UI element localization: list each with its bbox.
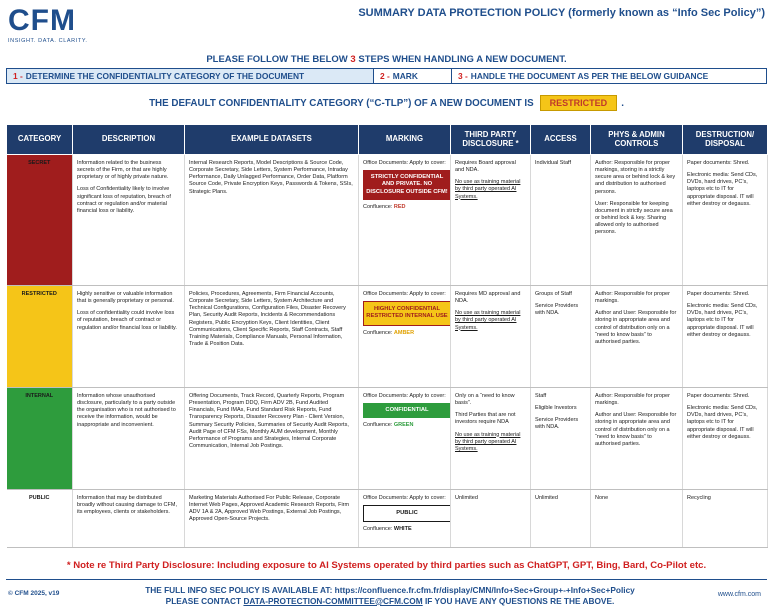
marking-apply: Office Documents: Apply to cover: <box>363 393 446 399</box>
datasets-cell: Marketing Materials Authorised For Public Release, Corporate Internet Web Pages, Approved Academic Research Reports, Firm ADV 1A & 2A, Approved Web Postings, External Job Postings, Approved Open-Source Projects. <box>185 490 359 548</box>
controls-para: Author: Responsible for proper markings. <box>595 291 670 305</box>
disclosure-para: Unlimited <box>455 495 478 501</box>
steps-bar <box>6 68 767 84</box>
disposal-para: Recycling <box>687 495 711 501</box>
copyright: © CFM 2025, v19 <box>8 590 60 597</box>
description-para: Loss of confidentiality could involve loss of reputation, breach of contract or regulation and/or financial loss or liability. <box>77 310 177 331</box>
category-cell: PUBLIC <box>7 490 73 548</box>
access-para: Eligible Investors <box>535 405 577 412</box>
disposal-para: Paper documents: Shred. <box>687 291 750 297</box>
header-datasets: EXAMPLE DATASETS <box>185 125 359 155</box>
steps-intro-post: STEPS WHEN HANDLING A NEW DOCUMENT. <box>358 54 567 65</box>
confluence-label: Confluence: <box>363 329 393 336</box>
confluence-label: Confluence: <box>363 203 393 210</box>
footer-divider <box>6 579 767 580</box>
table-row <box>7 490 768 548</box>
header-marking: MARKING <box>359 125 451 155</box>
steps-count: 3 <box>350 54 356 65</box>
controls-cell <box>591 286 683 388</box>
description-para: Highly sensitive or valuable information that is generally proprietary or personal. <box>77 291 174 305</box>
marking-label: HIGHLY CONFIDENTIAL RESTRICTED INTERNAL USE <box>363 301 451 325</box>
header-description: DESCRIPTION <box>73 125 185 155</box>
website-link[interactable]: www.cfm.com <box>717 591 761 598</box>
marking-label: CONFIDENTIAL <box>363 403 451 418</box>
header-category: CATEGORY <box>7 125 73 155</box>
disposal-cell <box>683 388 768 490</box>
disclosure-cell <box>451 490 531 548</box>
footer-line-2-pre: PLEASE CONTACT <box>165 595 242 606</box>
confluence-value: WHITE <box>393 526 412 533</box>
disclosure-ai-note: No use as training material by third party operated AI Systems. <box>455 431 521 452</box>
disclosure-ai-note: No use as training material by third party operated AI Systems. <box>455 179 521 200</box>
footer-text <box>100 585 680 607</box>
step-3 <box>451 69 766 83</box>
confluence-line <box>363 204 446 211</box>
footer-line-1 <box>100 585 680 596</box>
controls-cell <box>591 155 683 286</box>
description-para: Information whose unauthorised disclosure, particularly to a party outside the organisation who is not authorised to receive the information, would be inappropriate and inconvenient. <box>77 393 176 428</box>
disposal-cell <box>683 286 768 388</box>
steps-intro <box>0 54 773 65</box>
confluence-label: Confluence: <box>363 422 393 429</box>
confluence-label: Confluence: <box>363 526 393 533</box>
access-cell <box>531 490 591 548</box>
category-cell: SECRET <box>7 155 73 286</box>
header-disposal: DESTRUCTION/ DISPOSAL <box>683 125 768 155</box>
controls-para: User: Responsible for keeping document in strictly secure area or behind lock & key. Sharing allowed only to authorised persons. <box>595 200 673 236</box>
confluence-line <box>363 526 446 533</box>
disposal-para: Electronic media: Send CDs, DVDs, hard drives, PC’s, laptops etc to IT for appropriate disposal. IT will either destroy or degauss. <box>687 172 758 207</box>
access-cell <box>531 155 591 286</box>
disposal-para: Electronic media: Send CDs, DVDs, hard drives, PC’s, laptops etc to IT for appropriate disposal. IT will either destroy or degauss. <box>687 405 758 440</box>
disclosure-para: Requires Board approval and NDA. <box>455 160 516 174</box>
step-1-num: 1 - <box>13 71 23 81</box>
step-2-label: MARK <box>392 71 418 81</box>
confluence-line <box>363 330 446 337</box>
datasets-cell: Internal Research Reports, Model Descriptions & Source Code, Corporate Secretary, Side Letters, System Performance, Intraday Performance, Daily Unlagged Performance, Order Data, Platform Source Code, Private Encryption Keys, Passwords & Tokens, SSIs, Strategic Plans. <box>185 155 359 286</box>
disposal-cell <box>683 490 768 548</box>
table-row <box>7 286 768 388</box>
disclosure-ai-note: No use as training material by third party operated AI Systems. <box>455 310 521 331</box>
footer-line-1-pre: THE FULL INFO SEC POLICY IS AVAILABLE AT: <box>145 585 333 595</box>
policy-link[interactable]: https://confluence.fr.cfm.fr/display/CMN/Info+Sec+Group+-+Info+Sec+Policy <box>334 585 635 595</box>
disclosure-cell <box>451 388 531 490</box>
steps-intro-pre: PLEASE FOLLOW THE BELOW <box>206 54 348 65</box>
access-para: Groups of Staff <box>535 291 572 297</box>
marking-apply: Office Documents: Apply to cover: <box>363 291 446 297</box>
description-cell <box>73 286 185 388</box>
step-2-num: 2 - <box>380 71 390 81</box>
controls-para: Author: Responsible for proper markings. <box>595 393 670 407</box>
disclosure-para: Only on a “need to know basis”. <box>455 393 515 407</box>
default-category-trail: . <box>621 97 624 109</box>
controls-para: Author and User: Responsible for storing in appropriate area and control of distribution only on a “need to know basis” to authorised parties. <box>595 310 677 345</box>
disclosure-para: Third Parties that are not investors require NDA <box>455 412 516 426</box>
marking-apply: Office Documents: Apply to cover: <box>363 495 446 501</box>
disclosure-cell <box>451 155 531 286</box>
table-header-row <box>7 125 768 155</box>
datasets-cell: Offering Documents, Track Record, Quarterly Reports, Program Presentation, Program DDQ, Firm ADV 2B, Fund Audited Financials, Fund IMAs, Fund Standard Risk Reports, Fund Transparency Reports, Disaster Recovery Plan - Client Version, Summary Security Policies, Summaries of Security Audit Reports, Audit Page of CFM FSs, Monthly AUM development, Monthly Performance of Programs and Strategies, Internal Corporate Communication, Internal Job Postings. <box>185 388 359 490</box>
classification-table <box>6 124 768 548</box>
logo-tagline: INSIGHT. DATA. CLARITY. <box>8 38 88 44</box>
header-access: ACCESS <box>531 125 591 155</box>
access-para: Service Providers with NDA. <box>535 417 579 431</box>
access-para: Unlimited <box>535 495 558 501</box>
disposal-para: Paper documents: Shred. <box>687 393 750 399</box>
table-row <box>7 155 768 286</box>
step-3-label: HANDLE THE DOCUMENT AS PER THE BELOW GUIDANCE <box>470 71 709 81</box>
access-para: Individual Staff <box>535 160 571 166</box>
controls-cell <box>591 388 683 490</box>
description-cell <box>73 155 185 286</box>
disposal-para: Paper documents: Shred. <box>687 160 750 166</box>
default-category-badge: RESTRICTED <box>540 95 618 111</box>
step-1-label: DETERMINE THE CONFIDENTIALITY CATEGORY OF THE DOCUMENT <box>25 71 305 81</box>
header-disclosure: THIRD PARTY DISCLOSURE * <box>451 125 531 155</box>
disposal-para: Electronic media: Send CDs, DVDs, hard drives, PC’s, laptops etc to IT for appropriate disposal. IT will either destroy or degauss. <box>687 303 758 338</box>
header-controls: PHYS & ADMIN CONTROLS <box>591 125 683 155</box>
marking-cell <box>359 490 451 548</box>
marking-label: PUBLIC <box>363 505 451 522</box>
marking-apply: Office Documents: Apply to cover: <box>363 160 446 166</box>
disposal-cell <box>683 155 768 286</box>
description-cell <box>73 388 185 490</box>
controls-para: None <box>595 495 609 501</box>
description-para: Information that may be distributed broadly without causing damage to CFM, its employees, clients or stakeholders. <box>77 495 177 516</box>
contact-email-link[interactable]: DATA-PROTECTION-COMMITTEE@CFM.COM <box>243 595 423 606</box>
disclosure-para: Requires MD approval and NDA. <box>455 291 521 305</box>
description-para: Information related to the business secrets of the Firm, or that are highly proprietary or of highly private nature. <box>77 160 169 181</box>
cfm-logo <box>8 6 98 46</box>
logo-mark: CFM <box>8 4 76 37</box>
datasets-cell: Policies, Procedures, Agreements, Firm Financial Accounts, Corporate Secretary, Side Letters, System Architecture and Technical Configurations, Configuration Files, Disaster Recovery Plan, Security Audit Reports, Incidents & Recommendations Registers, Public Encryption Keys, Client Identities, Client Communications, Client Specific Reports, Staff Contracts, Staff Training Materials, Compliance Manuals, Personal Information, Trade & Position Data. <box>185 286 359 388</box>
default-category-text: THE DEFAULT CONFIDENTIALITY CATEGORY (“C-TLP”) OF A NEW DOCUMENT IS <box>149 97 534 109</box>
step-3-num: 3 - <box>458 71 468 81</box>
footer-line-2 <box>100 596 680 607</box>
category-cell: INTERNAL <box>7 388 73 490</box>
controls-para: Author and User: Responsible for storing in appropriate area and control of distribution only on a “need to know basis” to authorised parties. <box>595 412 677 447</box>
default-category-line <box>0 94 773 112</box>
page-title: SUMMARY DATA PROTECTION POLICY (formerly known as “Info Sec Policy”) <box>358 7 765 19</box>
confluence-line <box>363 422 446 429</box>
controls-cell <box>591 490 683 548</box>
access-para: Service Providers with NDA. <box>535 303 579 317</box>
confluence-value: GREEN <box>393 422 414 429</box>
page-header <box>0 0 773 48</box>
third-party-note: * Note re Third Party Disclosure: Including exposure to AI Systems operated by third parties such as ChatGPT, GPT, Bing, Bard, Co-Pilot etc. <box>66 560 707 571</box>
description-para: Loss of Confidentiality likely to involve significant loss of reputation, breach of contract or regulation and/or material financial loss or liability. <box>77 186 171 214</box>
table-row <box>7 388 768 490</box>
access-cell <box>531 286 591 388</box>
confluence-value: RED <box>393 203 406 210</box>
marking-label: STRICTLY CONFIDENTIAL AND PRIVATE. NO DISCLOSURE OUTSIDE CFM! <box>363 170 451 200</box>
marking-cell <box>359 286 451 388</box>
category-cell: RESTRICTED <box>7 286 73 388</box>
marking-cell <box>359 155 451 286</box>
step-1 <box>7 69 373 83</box>
controls-para: Author: Responsible for proper markings, storing in a strictly secure area or behind lock & key and distribution to authorised persons. <box>595 160 676 195</box>
confluence-value: AMBER <box>393 329 415 336</box>
description-cell <box>73 490 185 548</box>
step-2 <box>373 69 451 83</box>
access-para: Staff <box>535 393 547 399</box>
disclosure-cell <box>451 286 531 388</box>
access-cell <box>531 388 591 490</box>
footer-line-2-post: IF YOU HAVE ANY QUESTIONS RE THE ABOVE. <box>424 595 615 606</box>
marking-cell <box>359 388 451 490</box>
